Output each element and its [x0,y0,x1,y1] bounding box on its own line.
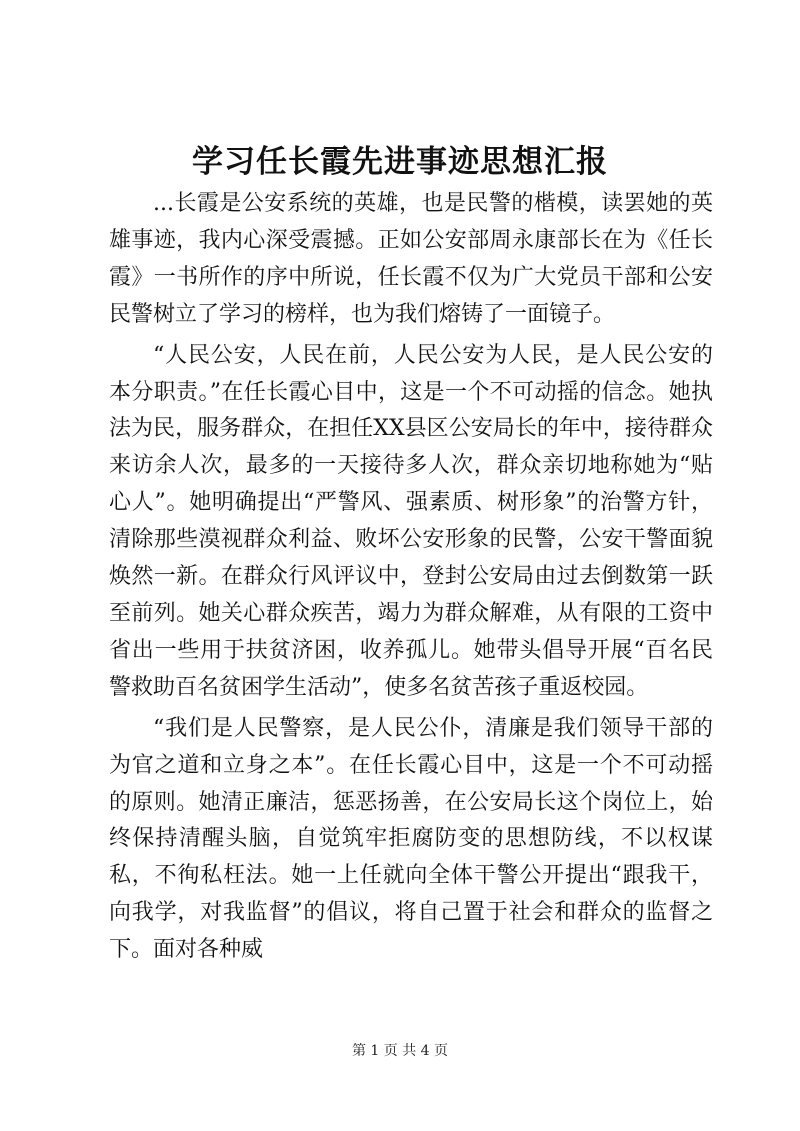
page-number-footer: 第 1 页 共 4 页 [351,1043,449,1059]
document-title: 学习任长霞先进事迹思想汇报 [192,144,608,180]
paragraph-2: “人民公安，人民在前，人民公安为人民，是人民公安的本分职责。”在任长霞心目中，这是一个不可动摇的信念。她执法为民，服务群众，在担任XX县区公安局长的年中，接待群众来访余人次，最多的一天接待多人次，群众亲切地称她为“贴心人”。她明确提出“严警风、强素质、树形象”的治警方针，清除那些漠视群众利益、败坏公安形象的民警，公安干警面貌焕然一新。在群众行风评议中，登封公安局由过去倒数第一跃至前列。她关心群众疾苦，竭力为群众解难，从有限的工资中省出一些用于扶贫济困，收养孤儿。她带头倡导开展“百名民警救助百名贫困学生活动”，使多名贫苦孩子重返校园。 [109,342,713,700]
paragraph-1: ...长霞是公安系统的英雄，也是民警的楷模，读罢她的英雄事迹，我内心深受震撼。正如公安部周永康部长在为《任长霞》一书所作的序中所说，任长霞不仅为广大党员干部和公安民警树立了学习的榜样，也为我们熔铸了一面镜子。 [109,191,713,327]
paragraph-3: “我们是人民警察，是人民公仆，清廉是我们领导干部的为官之道和立身之本”。在任长霞心目中，这是一个不可动摇的原则。她清正廉洁，惩恶扬善，在公安局长这个岗位上，始终保持清醒头脑，自觉筑牢拒腐防变的思想防线，不以权谋私，不徇私枉法。她一上任就向全体干警公开提出“跟我干，向我学，对我监督”的倡议，将自己置于社会和群众的监督之下。面对各种威 [109,715,713,963]
document-body [109,186,713,973]
